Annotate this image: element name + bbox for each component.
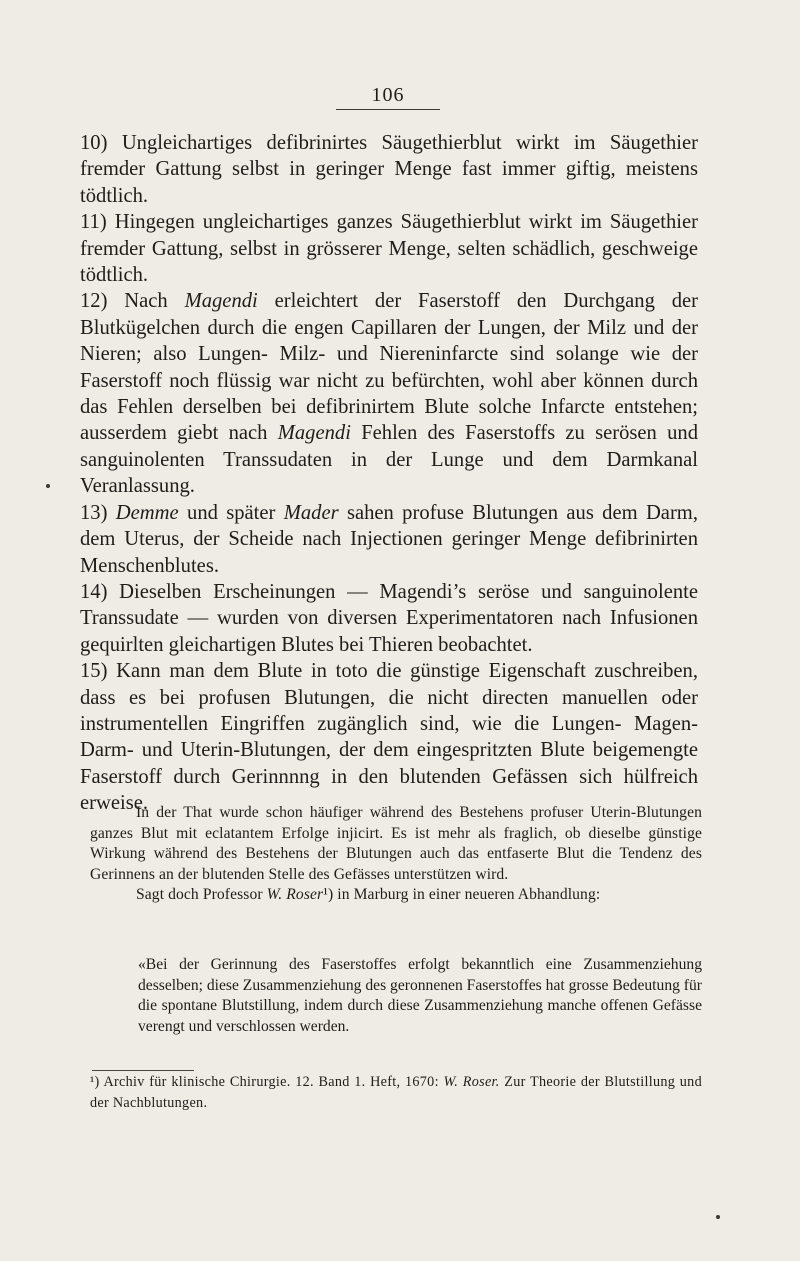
author-name: Demme — [115, 501, 179, 524]
paragraph-text: Dieselben Erscheinungen — Magendi’s seröse und sanguinolente Transsudate — wurden von diversen Experimentatoren nach Infusionen gequirlten gleichartigen Blutes bei Thieren beobachtet. — [80, 580, 698, 656]
small-print-text: in Marburg in einer neueren Abhandlung: — [337, 886, 601, 904]
paragraph-13 — [80, 500, 698, 579]
author-name: Magendi — [277, 422, 351, 445]
paragraph-number: 14) — [80, 580, 108, 603]
paragraph-15 — [80, 658, 698, 816]
small-print-paragraph: In der That wurde schon häufiger während des Bestehens profuser Uterin-Blutungen ganzes Blut mit eclatantem Erfolge injicirt. Es ist mehr als fraglich, ob dieselbe günstige Wirkung während des Bestehens der Blutungen auch das entfaserte Blut die Tendenz des Gerinnens an der blutenden Stelle des Gefässes unterstützen wird. — [90, 804, 702, 883]
quote-text: «Bei der Gerinnung des Faserstoffes erfolgt bekanntlich eine Zusammenziehung desselben; diese Zusammenziehung des geronnenen Faserstoffes hat grosse Bedeutung für die spontane Blutstillung, indem durch diese Zusammenziehung manche offenen Gefässe verengt und verschlossen werden. — [138, 956, 702, 1035]
paragraph-text: Ungleichartiges defibrinirtes Säugethierblut wirkt im Säugethier fremder Gattung selbst in geringer Menge fast immer giftig, meistens tödtlich. — [80, 132, 698, 207]
paragraph-number: 15) — [80, 660, 108, 683]
paragraph-text: Nach — [124, 290, 168, 313]
paragraph-text: und später — [187, 501, 276, 524]
ink-speck — [716, 1215, 720, 1219]
main-text — [80, 130, 698, 817]
paragraph-10 — [80, 130, 698, 209]
small-print-paragraph — [90, 885, 702, 906]
footnote-rule — [92, 1070, 194, 1071]
footnote — [90, 1072, 702, 1113]
footnote-text: Archiv für klinische Chirurgie. 12. Band 1. Heft, 1670: — [103, 1074, 439, 1090]
paragraph-text: erleichtert der Faserstoff den Durchgang der Blutkügelchen durch die engen Capillaren der Lungen, der Milz und der Nieren; also Lungen- Milz- und Niereninfarcte sind solange wie der Faserstoff noch flüssig war nicht zu befürchten, wohl aber können durch das Fehlen derselben bei defibrinirtem Blute solche Infarcte entstehen; ausserdem giebt nach — [80, 290, 698, 445]
footnote-paragraph — [90, 1072, 702, 1113]
small-print-text: Sagt doch Professor — [136, 886, 263, 904]
ink-speck — [46, 484, 50, 488]
paragraph-number: 10) — [80, 132, 108, 154]
block-quote — [138, 955, 702, 1037]
footnote-mark: ¹) — [90, 1074, 100, 1090]
author-name: Mader — [283, 501, 339, 524]
paragraph-text: Kann man dem Blute in toto die günstige Eigenschaft zuschreiben, dass es bei profusen Blutungen, die nicht directen manuellen oder instrumentellen Eingriffen zugänglich sind, wie die Lungen- Magen- Darm- und Uterin-Blutungen, der dem eingespritzten Blute beigemengte Faserstoff durch Gerinnnng in den blutenden Gefässen sich hülfreich erweise. — [80, 660, 698, 815]
paragraph-number: 13) — [80, 501, 108, 524]
author-name: W. Roser — [266, 886, 324, 904]
paragraph-text: Hingegen ungleichartiges ganzes Säugethierblut wirkt im Säugethier fremder Gattung, selbst in grösserer Menge, selten schädlich, geschweige tödtlich. — [80, 211, 698, 287]
paragraph-text: sahen profuse Blutungen aus dem Darm, dem Uterus, der Scheide nach Injectionen geringer Menge defibrinirten Menschenblutes. — [80, 501, 698, 577]
page-number-rule — [336, 109, 440, 110]
small-print-section — [90, 803, 702, 906]
footnote-reference: ¹) — [323, 886, 334, 904]
paragraph-14 — [80, 579, 698, 658]
paragraph-number: 12) — [80, 290, 108, 313]
author-name: W. Roser. — [443, 1074, 500, 1090]
footnote-text: Zur Theorie der Blutstillung und der Nachblutungen. — [90, 1074, 702, 1111]
page-number: 106 — [371, 84, 405, 106]
paragraph-text: Fehlen des Faserstoffs zu serösen und sanguinolenten Transsudaten in der Lunge und dem Darmkanal Veranlassung. — [80, 422, 698, 498]
paragraph-number: 11) — [80, 211, 107, 234]
author-name: Magendi — [184, 290, 258, 313]
paragraph-12 — [80, 288, 698, 499]
paragraph-11 — [80, 209, 698, 288]
